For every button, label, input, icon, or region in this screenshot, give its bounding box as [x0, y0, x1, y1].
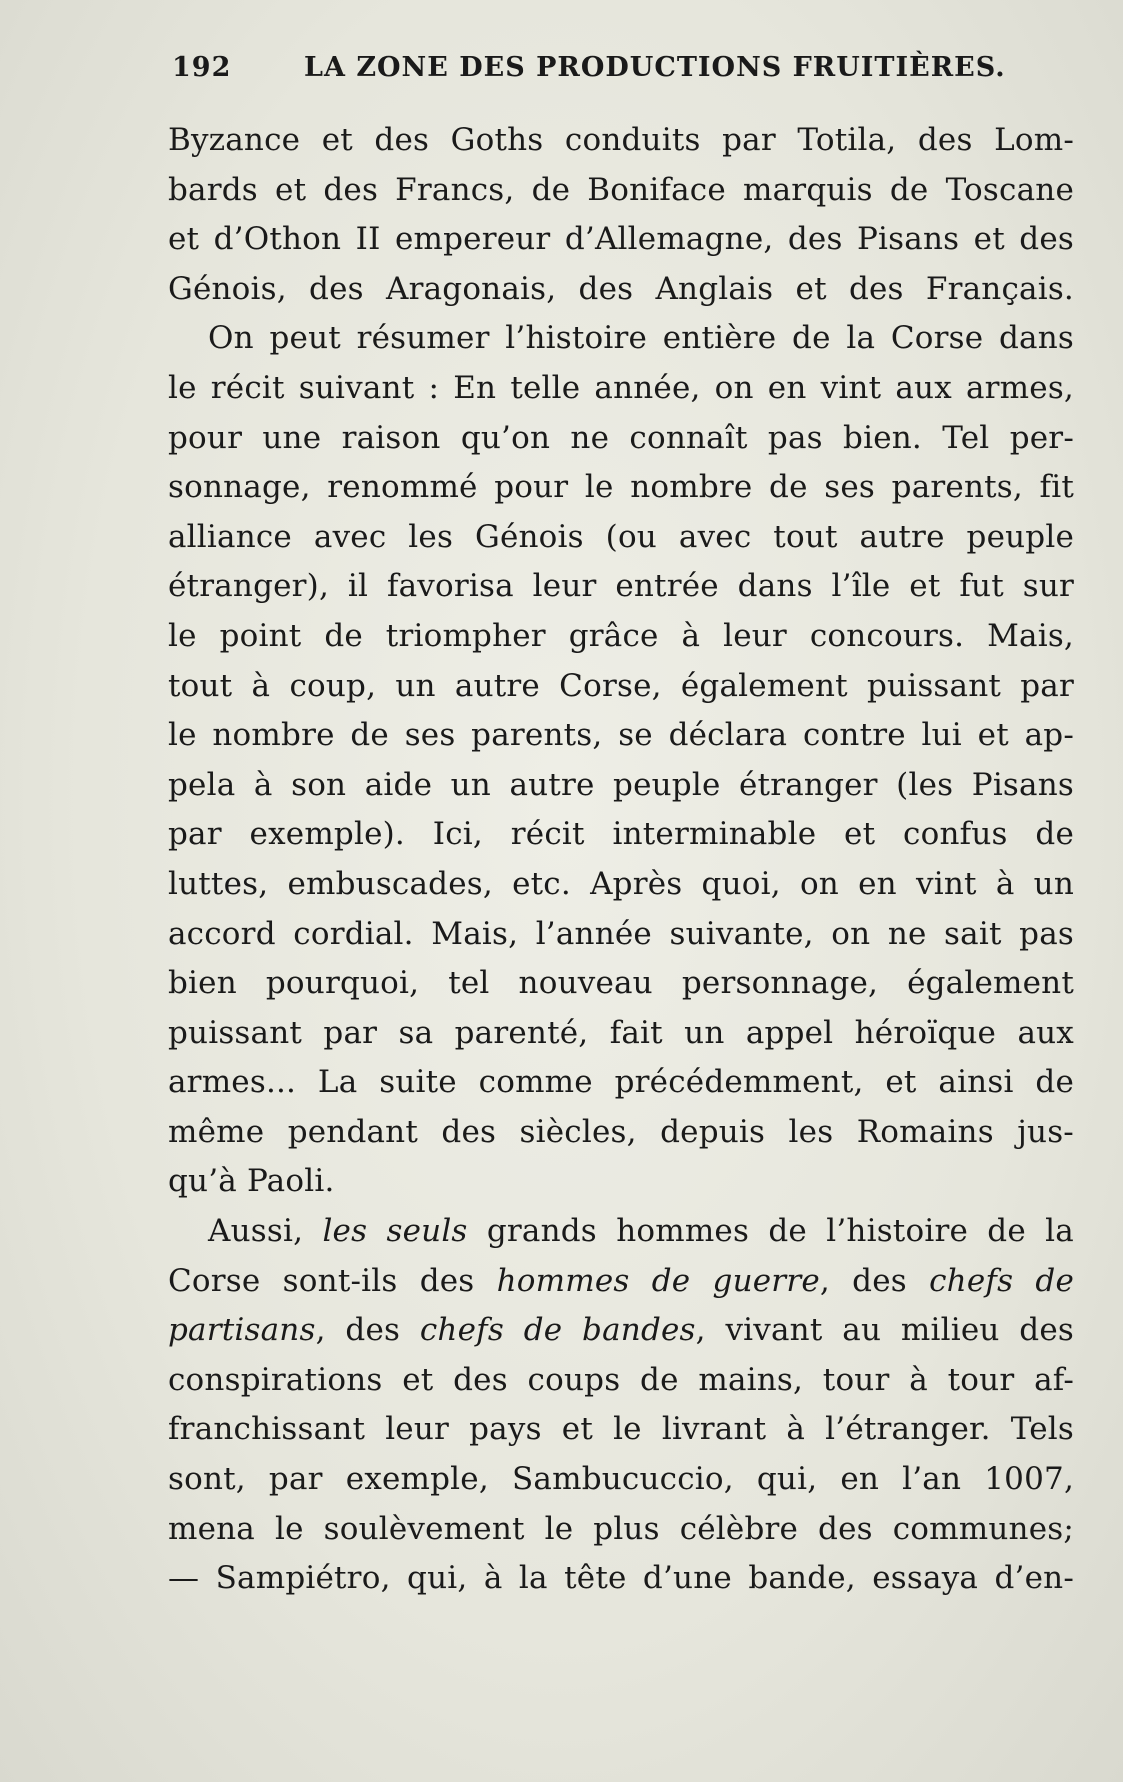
text-line: franchissant leur pays et le livrant à l’étranger. Tels	[168, 1411, 1074, 1448]
page-header	[172, 52, 1006, 92]
text-line: le récit suivant : En telle année, on en vint aux armes,	[168, 369, 1074, 406]
text-line: bien pourquoi, tel nouveau personnage, également	[168, 965, 1074, 1002]
text-run: , des	[819, 1262, 930, 1299]
italic-run: les seuls	[322, 1213, 468, 1250]
text-run: , vivant au milieu des	[695, 1312, 1074, 1349]
text-line	[168, 1207, 1074, 1257]
paragraph-2	[168, 314, 1074, 1207]
text-line: et d’Othon II empereur d’Allemagne, des Pisans et des	[168, 221, 1074, 258]
page-body	[168, 116, 1074, 1604]
text-line: tout à coup, un autre Corse, également puissant par	[168, 667, 1074, 704]
text-line: le nombre de ses parents, se déclara contre lui et ap-	[168, 717, 1074, 754]
page-number: 192	[172, 52, 232, 83]
text-line: armes... La suite comme précédemment, et ainsi de	[168, 1064, 1074, 1101]
text-run: , des	[315, 1312, 420, 1349]
text-line: alliance avec les Génois (ou avec tout autre peuple	[168, 518, 1074, 555]
italic-run: chefs de bandes	[419, 1312, 696, 1349]
italic-run: chefs de	[929, 1262, 1074, 1299]
text-run: Aussi,	[208, 1213, 323, 1250]
running-head: LA ZONE DES PRODUCTIONS FRUITIÈRES.	[304, 52, 1006, 83]
text-run: grands hommes de l’histoire de la	[467, 1213, 1074, 1250]
text-line: pela à son aide un autre peuple étranger (les Pisans	[168, 766, 1074, 803]
text-run: Corse sont-ils des	[168, 1262, 497, 1299]
text-line: pour une raison qu’on ne connaît pas bien. Tel per-	[168, 419, 1074, 456]
text-line: même pendant des siècles, depuis les Romains jus-	[168, 1113, 1074, 1150]
text-line: sonnage, renommé pour le nombre de ses parents, fit	[168, 469, 1074, 506]
text-line	[168, 1257, 1074, 1307]
paragraph-3	[168, 1207, 1074, 1604]
paragraph-1	[168, 116, 1074, 314]
text-line: sont, par exemple, Sambucuccio, qui, en l’an 1007,	[168, 1461, 1074, 1498]
text-line: qu’à Paoli.	[168, 1163, 335, 1200]
text-line: accord cordial. Mais, l’année suivante, on ne sait pas	[168, 915, 1074, 952]
text-line: conspirations et des coups de mains, tour à tour af-	[168, 1361, 1074, 1398]
text-line: Byzance et des Goths conduits par Totila, des Lom-	[168, 122, 1074, 158]
italic-run: partisans	[168, 1312, 316, 1349]
text-line: le point de triompher grâce à leur concours. Mais,	[168, 617, 1074, 654]
text-line: par exemple). Ici, récit interminable et confus de	[168, 816, 1074, 853]
italic-run: hommes de guerre	[496, 1262, 820, 1299]
text-line: Génois, des Aragonais, des Anglais et des Français.	[168, 270, 1074, 307]
text-line	[168, 1306, 1074, 1356]
text-line: On peut résumer l’histoire entière de la Corse dans	[208, 320, 1074, 357]
text-line: puissant par sa parenté, fait un appel héroïque aux	[168, 1014, 1074, 1051]
text-line: — Sampiétro, qui, à la tête d’une bande, essaya d’en-	[168, 1560, 1074, 1597]
text-line: étranger), il favorisa leur entrée dans l’île et fut sur	[168, 568, 1074, 605]
text-line: bards et des Francs, de Boniface marquis de Toscane	[168, 171, 1074, 208]
text-line: mena le soulèvement le plus célèbre des communes;	[168, 1510, 1074, 1547]
text-line: luttes, embuscades, etc. Après quoi, on en vint à un	[168, 865, 1074, 902]
